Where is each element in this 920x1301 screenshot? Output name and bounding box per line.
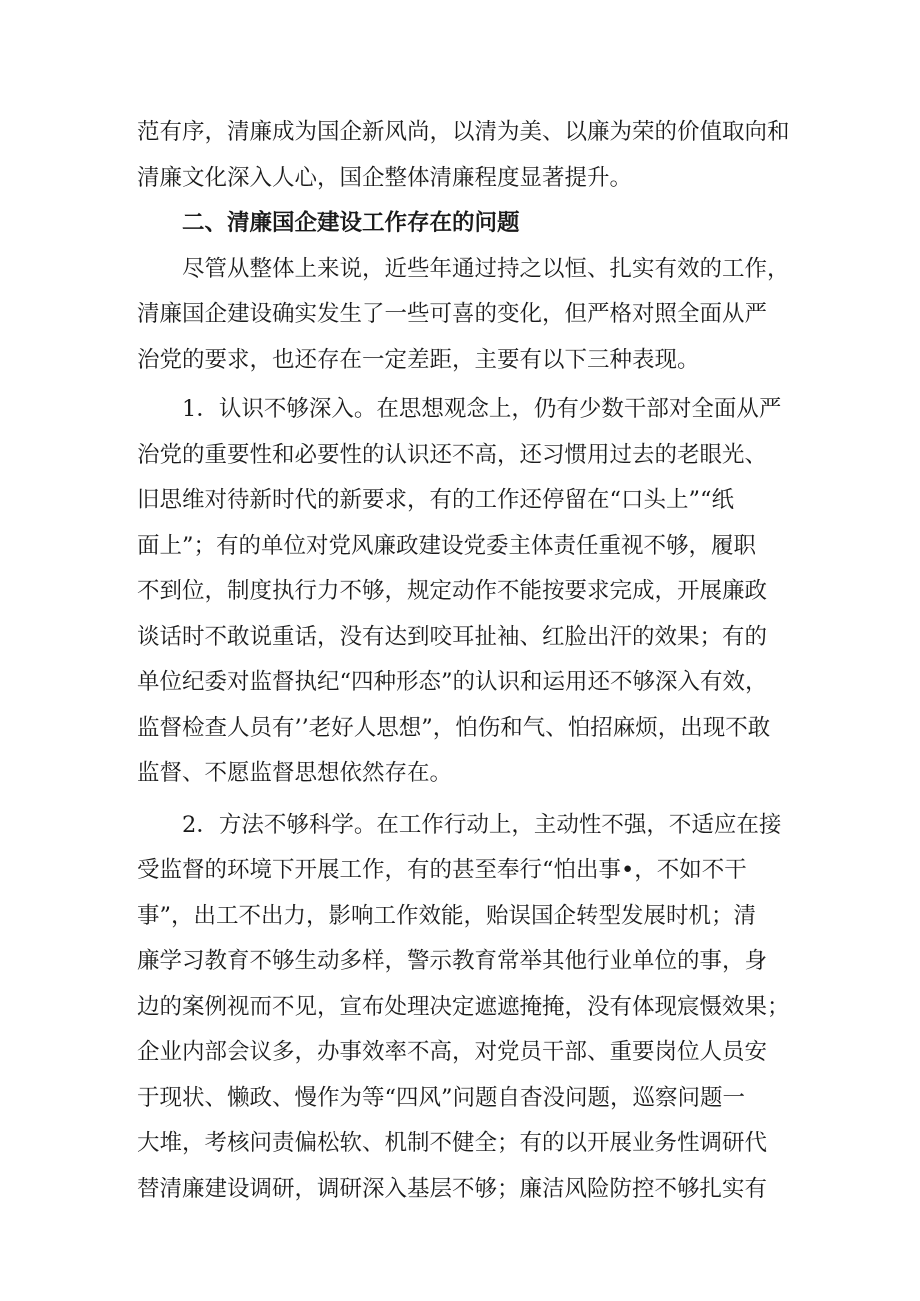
text-line: 廉学习教育不够生动多样，警示教育常举其他行业单位的事，身 [137,948,768,974]
text-line: 治党的要求，也还存在一定差距，主要有以下三种表现。 [137,346,700,373]
document-body [137,110,797,1212]
text-line: 治党的重要性和必要性的认识还不高，还习惯用过去的老眼光、 [137,441,768,468]
paragraph-overview [137,247,797,384]
text-line: 单位纪委对监督执纪“四种形态”的认识和运用还不够深入有效， [137,669,768,695]
text-line: 监督检查人员有’’老好人思想”，怕伤和气、怕招麻烦，出现不敢 [137,714,771,741]
text-line: 面上”；有的单位对党风廉政建设党委主体责任重视不够，履职 [137,532,757,559]
text-line: 替清廉建设调研，调研深入基层不够；廉洁风险防控不够扎实有 [137,1175,768,1202]
text-line: 监督、不愿监督思想依然存在。 [137,760,453,786]
paragraph-intro [137,110,797,201]
text-line: 清廉国企建设确实发生了一些可喜的变化，但严格对照全面从严 [137,301,768,327]
text-line: 不到位，制度执行力不够，规定动作不能按要求完成，开展廉政 [137,578,768,604]
text-line: 范有序，清廉成为国企新风尚，以清为美、以廉为荣的价值取向和 [137,119,790,145]
section-heading-text: 二、清廉国企建设工作存在的问题 [182,210,520,236]
text-line: 清廉文化深入人心，国企整体清廉程度显著提升。 [137,164,633,191]
section-heading [137,201,797,247]
text-line: 事”，出工不出力，影响工作效能，贻误国企转型发展时机；清 [137,902,757,929]
text-line: 尽管从整体上来说，近些年通过持之以恒、扎实有效的工作， [182,255,790,282]
text-line: 1．认识不够深入。在思想观念上，仍有少数干部对全面从严 [182,396,782,422]
text-line: 于现状、懒政、慢作为等“四风”问题自杳没问题，巡察问题一 [137,1084,746,1111]
text-line: 谈话时不敢说重话，没有达到咬耳扯袖、红脸出汗的效果；有的 [137,623,768,650]
text-line: 受监督的环境下开展工作，有的甚至奉行“怕出事•，不如不干 [137,857,747,883]
text-line: 大堆，考核问责偏松软、机制不健全；有的以开展业务性调研代 [137,1130,768,1156]
text-line: 边的案例视而不见，宣布处理决定遮遮掩掩，没有体现宸慑效果； [137,993,790,1020]
text-line: 2．方法不够科学。在工作行动上，主动性不强，不适应在接 [182,811,782,838]
paragraph-point-1 [137,387,797,797]
text-line: 旧思维对待新时代的新要求，有的工作还停留在“口头上”“纸 [137,487,735,513]
paragraph-point-2 [137,803,797,1213]
text-line: 企业内部会议多，办事效率不高，对党员干部、重要岗位人员安 [137,1039,768,1065]
